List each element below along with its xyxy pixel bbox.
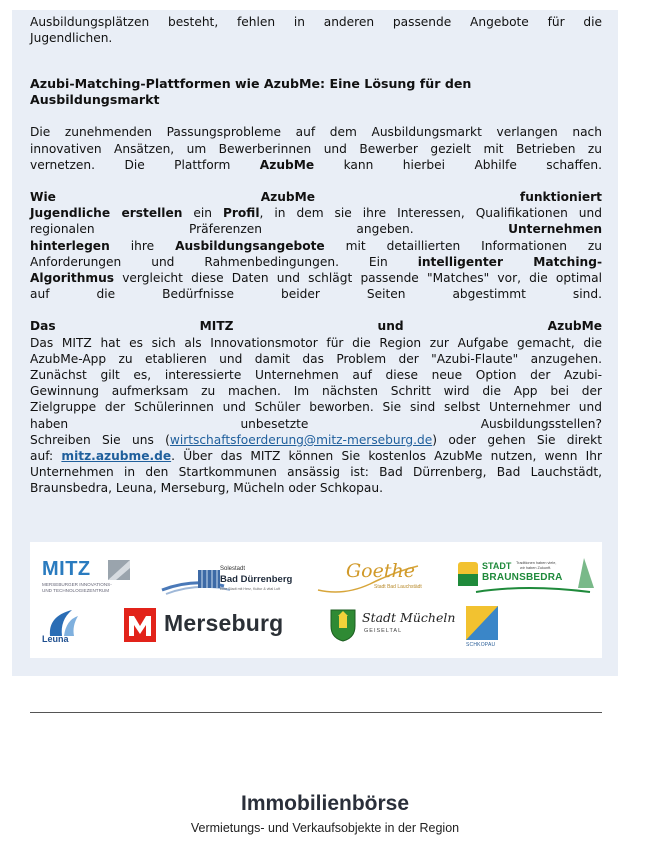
section-heading: Azubi-Matching-Plattformen wie AzubMe: Eine Lösung für den Ausbildungsmarkt: [30, 76, 472, 108]
how-line: Anforderungen und Rahmenbedingungen. Ein intelligenter Matching-: [30, 254, 602, 269]
next-section-subtitle: Vermietungs- und Verkaufsobjekte in der Region: [190, 821, 460, 835]
how-title: Wie AzubMe funktioniert: [30, 190, 602, 205]
schkopau-emblem-icon: [466, 606, 498, 640]
how-line: hinterlegen ihre Ausbildungsangebote mit detaillierten Informationen zu: [30, 238, 603, 253]
mitz-mark-icon: [108, 560, 130, 580]
how-line: regionalen Präferenzen angeben. Unternehmen: [30, 222, 603, 237]
merseburg-emblem-icon: [124, 608, 156, 642]
mitz-line: auf: mitz.azubme.de. Über das MITZ können Sie kostenlos AzubMe nutzen, wenn Ihr: [30, 449, 603, 464]
leuna-logo: Leuna: [42, 606, 82, 646]
how-line: Algorithmus vergleicht diese Daten und schlägt passende "Matches" vor, die optimal: [30, 271, 603, 286]
mitz-line: Das MITZ hat es sich als Innovationsmotor für die Region zur Aufgabe gemacht, die: [30, 335, 602, 350]
article-content: [30, 14, 602, 497]
mitz-line: Gewinnung aufmerksam zu machen. Im nächsten Schritt wird die App bei der: [30, 384, 602, 399]
next-section-title: Immobilienbörse: [240, 792, 410, 815]
partner-logos: [30, 542, 602, 658]
mitz-line: haben unbesetzte Ausbildungsstellen?: [30, 416, 602, 431]
mitz-line: Braunsbedra, Leuna, Merseburg, Mücheln oder Schkopau.: [30, 481, 383, 496]
section-divider: [30, 712, 602, 713]
mitz-line: Zunächst gilt es, interessierte Unternehmen auf diese neue Option der Azubi-: [30, 368, 602, 383]
how-line: Jugendliche erstellen ein Profil, in dem sie ihre Interessen, Qualifikationen und: [30, 206, 602, 221]
para-line: innovativen Ansätzen, um Bewerberinnen und Bewerber gezielt mit Betrieben zu: [30, 141, 602, 156]
article-panel: [12, 10, 618, 676]
schkopau-logo: SCHKOPAU: [466, 606, 506, 648]
intro-line: Ausbildungsplätzen besteht, fehlen in anderen passende Angebote für die: [30, 15, 602, 29]
muecheln-logo: Stadt Mücheln GEISELTAL: [330, 606, 460, 646]
mitz-line: Schreiben Sie uns (wirtschaftsfoerderung@mitz-merseburg.de) oder gehen Sie direkt: [30, 432, 602, 447]
mitz-line: Unternehmen in den Startkommunen ansässig ist: Bad Dürrenberg, Bad Lauchstädt,: [30, 465, 602, 480]
azubme-link[interactable]: mitz.azubme.de: [61, 449, 172, 464]
mitz-logo: MITZ MERSEBURGER INNOVATIONS- UND TECHNOLOGIEZENTRUM: [42, 558, 134, 594]
para-line: vernetzen. Die Plattform AzubMe kann hierbei Abhilfe schaffen.: [30, 157, 603, 172]
braunsbedra-logo: STADT BRAUNSBEDRA Traditionen haben viele, wir haben Zukunft.: [456, 554, 596, 598]
muecheln-crest-icon: [330, 608, 356, 642]
intro-line: Jugendlichen.: [30, 31, 113, 46]
mitz-title: Das MITZ und AzubMe: [30, 319, 602, 334]
how-line: auf die Bedürfnisse beider Seiten abgestimmt sind.: [30, 287, 602, 302]
bad-duerrenberg-logo: Solestadt Bad Dürrenberg Eine Stadt mit Herz, Kultur & vital Luft: [154, 552, 286, 600]
mitz-line: AzubMe-App zu etablieren und damit das Problem der "Azubi-Flaute" anzugehen.: [30, 351, 602, 366]
email-link[interactable]: wirtschaftsfoerderung@mitz-merseburg.de: [169, 432, 433, 447]
bad-lauchstaedt-logo: Goethe Stadt Bad Lauchstädt: [314, 554, 426, 598]
merseburg-logo: Merseburg: [124, 604, 294, 646]
para-line: Die zunehmenden Passungsprobleme auf dem Ausbildungsmarkt verlangen nach: [30, 125, 602, 140]
mitz-line: Zielgruppe der Schülerinnen und Schüler beworben. Sie sind selbst Unternehmer und: [30, 400, 602, 415]
